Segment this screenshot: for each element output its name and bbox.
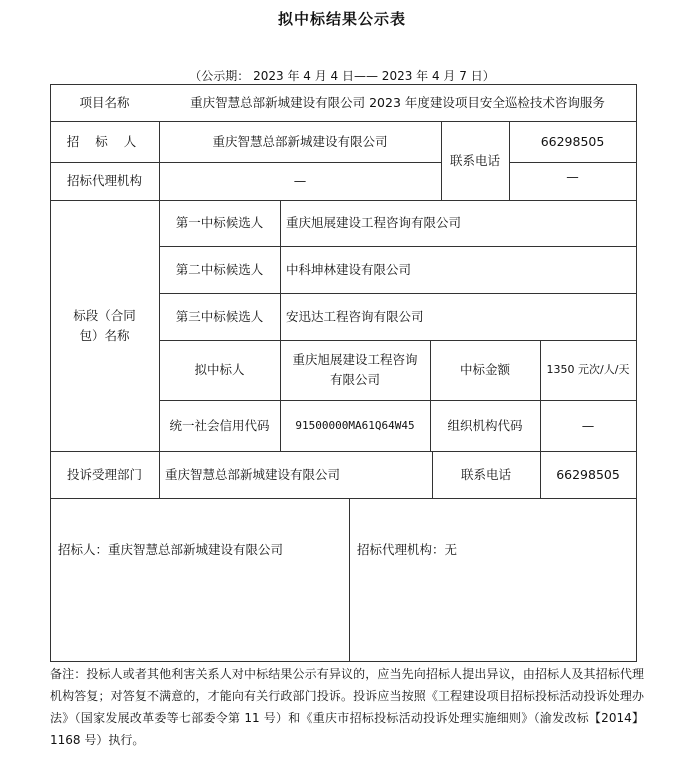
project-name-label: 项目名称 [79,94,130,110]
org-code-label: 组织机构代码 [447,417,523,433]
winner-name: 重庆旭展建设工程咨询有限公司 [292,352,418,387]
agency-value: — [293,173,307,188]
project-name-value: 重庆智慧总部新城建设有限公司 2023 年度建设项目安全巡检技术咨询服务 [190,94,605,110]
complaint-label: 投诉受理部门 [66,466,142,482]
page-title: 拟中标结果公示表 [277,10,406,28]
section-label: 标段（合同包）名称 [73,307,136,343]
tenderer-value: 重庆智慧总部新城建设有限公司 [212,133,388,149]
candidate-1-label: 第一中标候选人 [175,215,264,230]
complaint-value: 重庆智慧总部新城建设有限公司 [165,466,341,482]
tenderer-label: 招 标 人 [66,133,143,149]
org-code-value: — [581,417,595,433]
signature-tenderer: 招标人：重庆智慧总部新城建设有限公司 [58,542,284,557]
credit-code-label: 统一社会信用代码 [169,417,270,433]
credit-code-value: 91500000MA61Q64W45 [295,418,415,432]
agency-phone: — [566,169,579,184]
signature-agency: 招标代理机构：无 [357,542,458,557]
candidate-3-label: 第三中标候选人 [175,308,264,324]
publicity-period: （公示期： 2023 年 4 月 4 日—— 2023 年 4 月 7 日） [189,69,495,83]
complaint-phone-label: 联系电话 [460,466,511,482]
tenderer-phone: 66298505 [540,133,605,149]
candidate-2-name: 中科坤林建设有限公司 [286,261,412,277]
agency-label: 招标代理机构 [66,173,142,188]
complaint-phone: 66298505 [556,466,620,482]
candidate-2-label: 第二中标候选人 [175,261,264,277]
candidate-1-name: 重庆旭展建设工程咨询有限公司 [286,215,462,230]
candidate-3-name: 安迅达工程咨询有限公司 [286,308,424,324]
amount-value: 1350 元次/人/天 [546,363,630,377]
winner-label: 拟中标人 [194,362,245,377]
tenderer-phone-label: 联系电话 [449,152,500,168]
amount-label: 中标金额 [459,362,510,377]
remarks-note: 备注：投标人或者其他利害关系人对中标结果公示有异议的，应当先向招标人提出异议，由招标人及其招标代理机构答复；对答复不满意的，才能向有关行政部门投诉。投诉应当按照《工程建设项目招标投标活动投诉处理办法》（国家发展改革委等七部委令第 11 号）和《重庆市招标投标活动投诉处理实施细则》（渝发改标【2014】1168 号）执行。 [50,667,644,747]
